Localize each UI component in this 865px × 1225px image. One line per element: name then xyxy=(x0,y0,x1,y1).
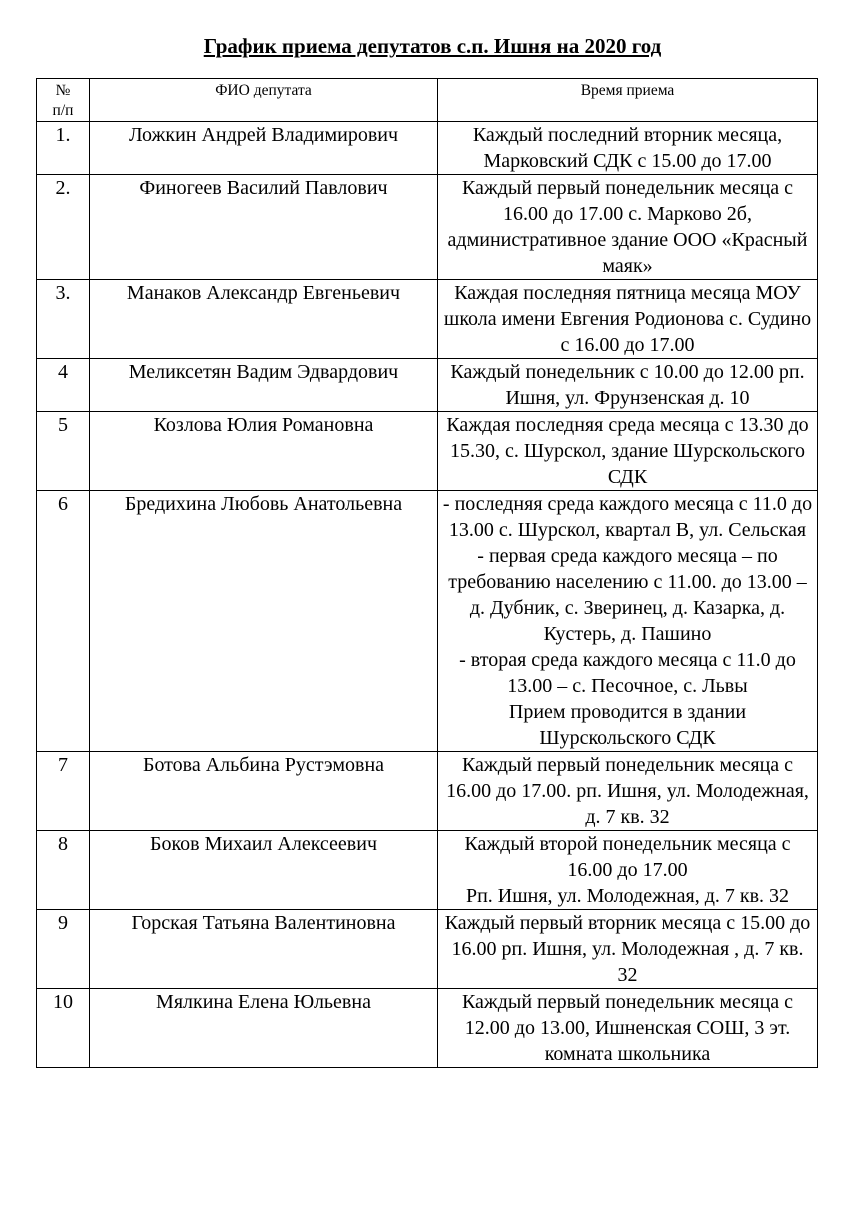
reception-time-line: Прием проводится в здании Шурскольского СДК xyxy=(508,701,747,749)
header-number-abbrev: п/п xyxy=(52,102,74,119)
reception-time xyxy=(438,910,818,989)
table-row xyxy=(37,280,818,359)
row-number: 2. xyxy=(37,175,90,280)
reception-time-line: Каждый первый понедельник месяца с 16.00 до 17.00 с. Марково 2б, административное здание ООО «Красный маяк» xyxy=(447,177,808,277)
reception-time xyxy=(438,122,818,175)
reception-time-line: Каждая последняя среда месяца с 13.30 до 15.30, с. Шурскол, здание Шурскольского СДК xyxy=(446,414,809,488)
table-row xyxy=(37,989,818,1068)
deputy-name: Бредихина Любовь Анатольевна xyxy=(90,491,438,752)
deputy-name: Мялкина Елена Юльевна xyxy=(90,989,438,1068)
reception-time xyxy=(438,175,818,280)
table-row xyxy=(37,122,818,175)
schedule-table xyxy=(36,78,818,1068)
row-number: 4 xyxy=(37,359,90,412)
row-number: 10 xyxy=(37,989,90,1068)
deputy-name: Ботова Альбина Рустэмовна xyxy=(90,752,438,831)
table-row xyxy=(37,491,818,752)
reception-time-line: Каждая последняя пятница месяца МОУ школа имени Евгения Родионова с. Судино с 16.00 до 17.00 xyxy=(443,282,812,356)
header-number xyxy=(37,79,90,122)
deputy-name: Финогеев Василий Павлович xyxy=(90,175,438,280)
row-number: 5 xyxy=(37,412,90,491)
reception-time xyxy=(438,280,818,359)
reception-time-line: - вторая среда каждого месяца с 11.0 до 13.00 – с. Песочное, с. Львы xyxy=(459,649,796,697)
row-number: 3. xyxy=(37,280,90,359)
row-number: 8 xyxy=(37,831,90,910)
table-row xyxy=(37,412,818,491)
header-time: Время приема xyxy=(438,79,818,122)
row-number: 1. xyxy=(37,122,90,175)
header-name: ФИО депутата xyxy=(90,79,438,122)
table-row xyxy=(37,359,818,412)
deputy-name: Боков Михаил Алексеевич xyxy=(90,831,438,910)
deputy-name: Манаков Александр Евгеньевич xyxy=(90,280,438,359)
deputy-name: Ложкин Андрей Владимирович xyxy=(90,122,438,175)
reception-time-line: Каждый последний вторник месяца, Марковский СДК с 15.00 до 17.00 xyxy=(472,124,783,172)
table-row xyxy=(37,831,818,910)
table-row xyxy=(37,752,818,831)
table-row xyxy=(37,910,818,989)
reception-time xyxy=(438,989,818,1068)
reception-time-line: Каждый первый понедельник месяца с 12.00 до 13.00, Ишненская СОШ, 3 эт. комната школьника xyxy=(461,991,794,1065)
reception-time-line: Каждый первый понедельник месяца с 16.00 до 17.00. рп. Ишня, ул. Молодежная, д. 7 кв. 32 xyxy=(446,754,809,828)
reception-time-line: - первая среда каждого месяца – по требованию населению с 11.00. до 13.00 – д. Дубник, с. Зверинец, д. Казарка, д. Кустерь, д. Пашино xyxy=(448,545,807,645)
header-number-sign: № xyxy=(55,82,71,99)
document-title: График приема депутатов с.п. Ишня на 2020 год xyxy=(203,34,662,58)
deputy-name: Козлова Юлия Романовна xyxy=(90,412,438,491)
reception-time xyxy=(438,359,818,412)
reception-time-line: - последняя среда каждого месяца с 11.0 до 13.00 с. Шурскол, квартал В, ул. Сельская xyxy=(442,493,813,541)
table-header-row xyxy=(37,79,818,122)
deputy-name: Горская Татьяна Валентиновна xyxy=(90,910,438,989)
table-row xyxy=(37,175,818,280)
reception-time-line: Каждый первый вторник месяца с 15.00 до 16.00 рп. Ишня, ул. Молодежная , д. 7 кв. 32 xyxy=(444,912,811,986)
table-body xyxy=(37,122,818,1068)
reception-time xyxy=(438,491,818,752)
reception-time xyxy=(438,831,818,910)
row-number: 7 xyxy=(37,752,90,831)
reception-time xyxy=(438,752,818,831)
reception-time-line: Каждый понедельник с 10.00 до 12.00 рп. Ишня, ул. Фрунзенская д. 10 xyxy=(450,361,805,409)
reception-time xyxy=(438,412,818,491)
reception-time-line: Рп. Ишня, ул. Молодежная, д. 7 кв. 32 xyxy=(465,885,790,907)
row-number: 6 xyxy=(37,491,90,752)
deputy-name: Меликсетян Вадим Эдвардович xyxy=(90,359,438,412)
reception-time-line: Каждый второй понедельник месяца с 16.00 до 17.00 xyxy=(464,833,791,881)
row-number: 9 xyxy=(37,910,90,989)
